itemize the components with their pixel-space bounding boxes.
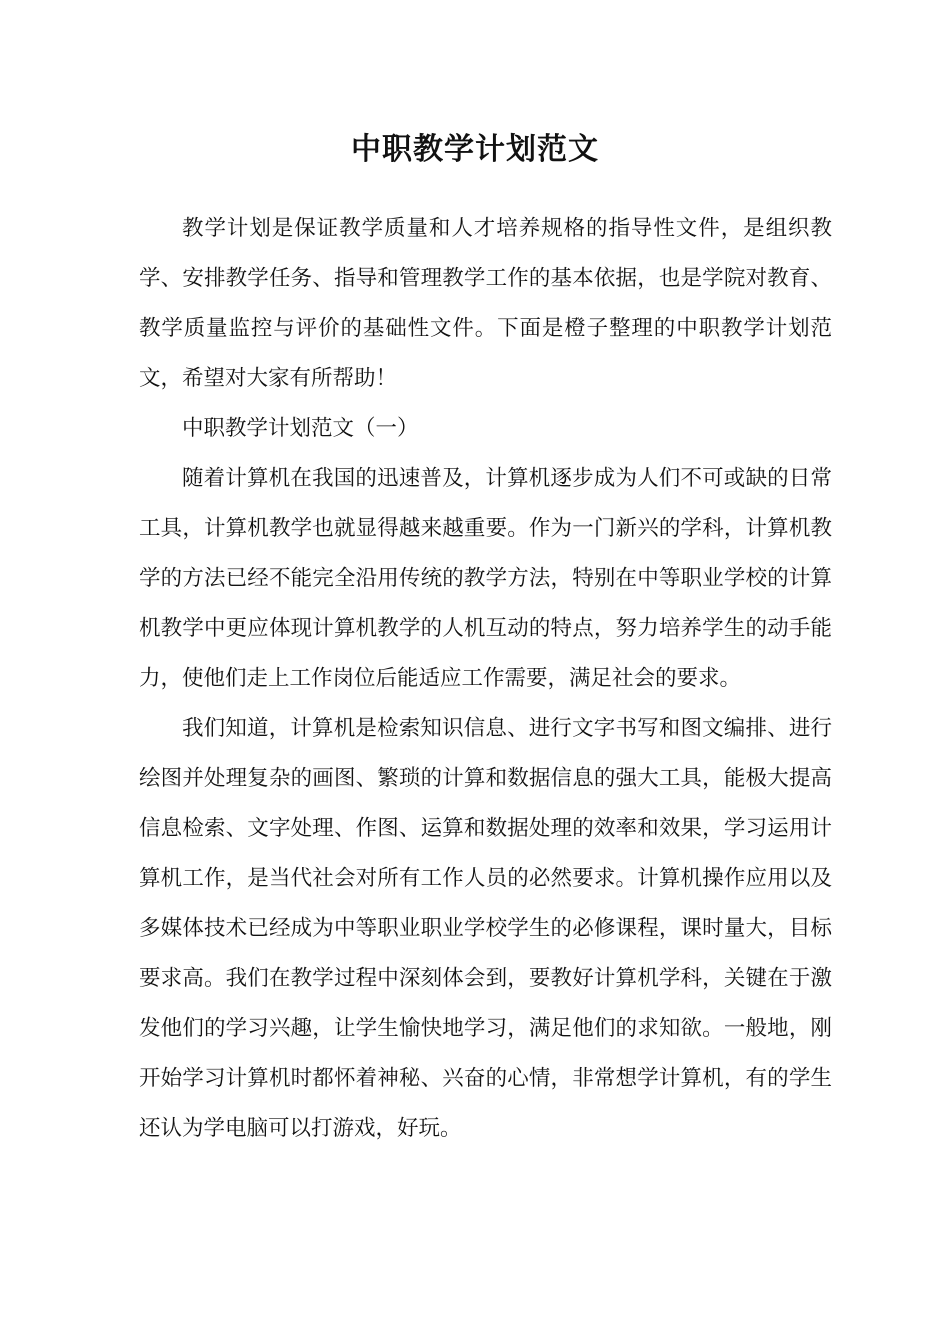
section-heading: 中职教学计划范文（一）: [182, 416, 419, 441]
body-paragraph-1: 随着计算机在我国的迅速普及，计算机逐步成为人们不可或缺的日常工具，计算机教学也就显得越来越重要。作为一门新兴的学科，计算机教学的方法已经不能完全沿用传统的教学方法，特别在中等职业学校的计算机教学中更应体现计算机教学的人机互动的特点，努力培养学生的动手能力，使他们走上工作岗位后能适应工作需要，满足社会的要求。: [139, 466, 832, 691]
document-title: 中职教学计划范文: [351, 132, 599, 167]
document-body: [139, 204, 832, 1154]
body-paragraph-2: 我们知道，计算机是检索知识信息、进行文字书写和图文编排、进行绘图并处理复杂的画图、繁琐的计算和数据信息的强大工具，能极大提高信息检索、文字处理、作图、运算和数据处理的效率和效果，学习运用计算机工作，是当代社会对所有工作人员的必然要求。计算机操作应用以及多媒体技术已经成为中等职业职业学校学生的必修课程，课时量大，目标要求高。我们在教学过程中深刻体会到，要教好计算机学科，关键在于激发他们的学习兴趣，让学生愉快地学习，满足他们的求知欲。一般地，刚开始学习计算机时都怀着神秘、兴奋的心情，非常想学计算机，有的学生还认为学电脑可以打游戏，好玩。: [139, 716, 832, 1141]
intro-paragraph: 教学计划是保证教学质量和人才培养规格的指导性文件，是组织教学、安排教学任务、指导和管理教学工作的基本依据，也是学院对教育、教学质量监控与评价的基础性文件。下面是橙子整理的中职教学计划范文，希望对大家有所帮助！: [139, 216, 832, 391]
